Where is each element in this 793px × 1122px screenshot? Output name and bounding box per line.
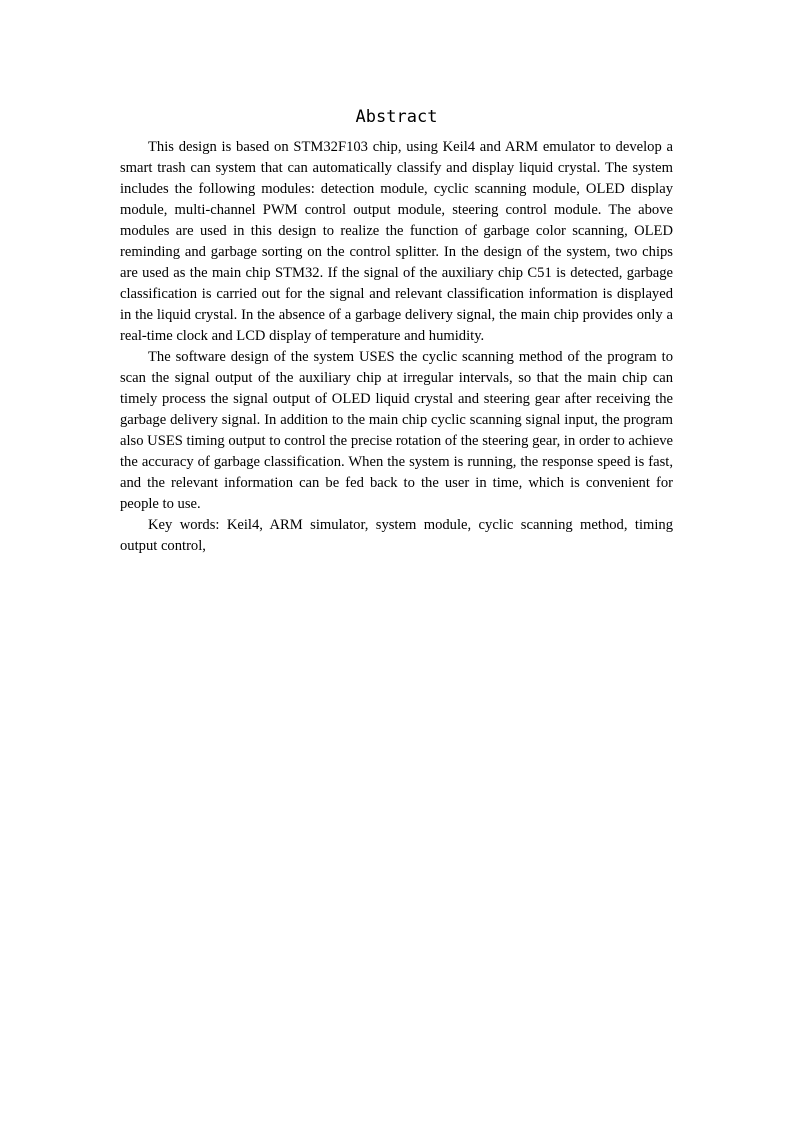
page-title: Abstract xyxy=(355,107,438,127)
keywords-paragraph: Key words: Keil4, ARM simulator, system module, cyclic scanning method, timing output control, xyxy=(120,517,673,554)
abstract-body xyxy=(120,137,673,557)
abstract-paragraph-1: This design is based on STM32F103 chip, using Keil4 and ARM emulator to develop a smart trash can system that can automatically classify and display liquid crystal. The system includes the following modules: detection module, cyclic scanning module, OLED display module, multi-channel PWM control output module, steering control module. The above modules are used in this design to realize the function of garbage color scanning, OLED reminding and garbage sorting on the control splitter. In the design of the system, two chips are used as the main chip STM32. If the signal of the auxiliary chip C51 is detected, garbage classification is carried out for the signal and relevant classification information is displayed in the liquid crystal. In the absence of a garbage delivery signal, the main chip provides only a real-time clock and LCD display of temperature and humidity. xyxy=(120,139,673,344)
abstract-paragraph-2: The software design of the system USES the cyclic scanning method of the program to scan the signal output of the auxiliary chip at irregular intervals, so that the main chip can timely process the signal output of OLED liquid crystal and steering gear after receiving the garbage delivery signal. In addition to the main chip cyclic scanning signal input, the program also USES timing output to control the precise rotation of the steering gear, in order to achieve the accuracy of garbage classification. When the system is running, the response speed is fast, and the relevant information can be fed back to the user in time, which is convenient for people to use. xyxy=(120,349,673,512)
